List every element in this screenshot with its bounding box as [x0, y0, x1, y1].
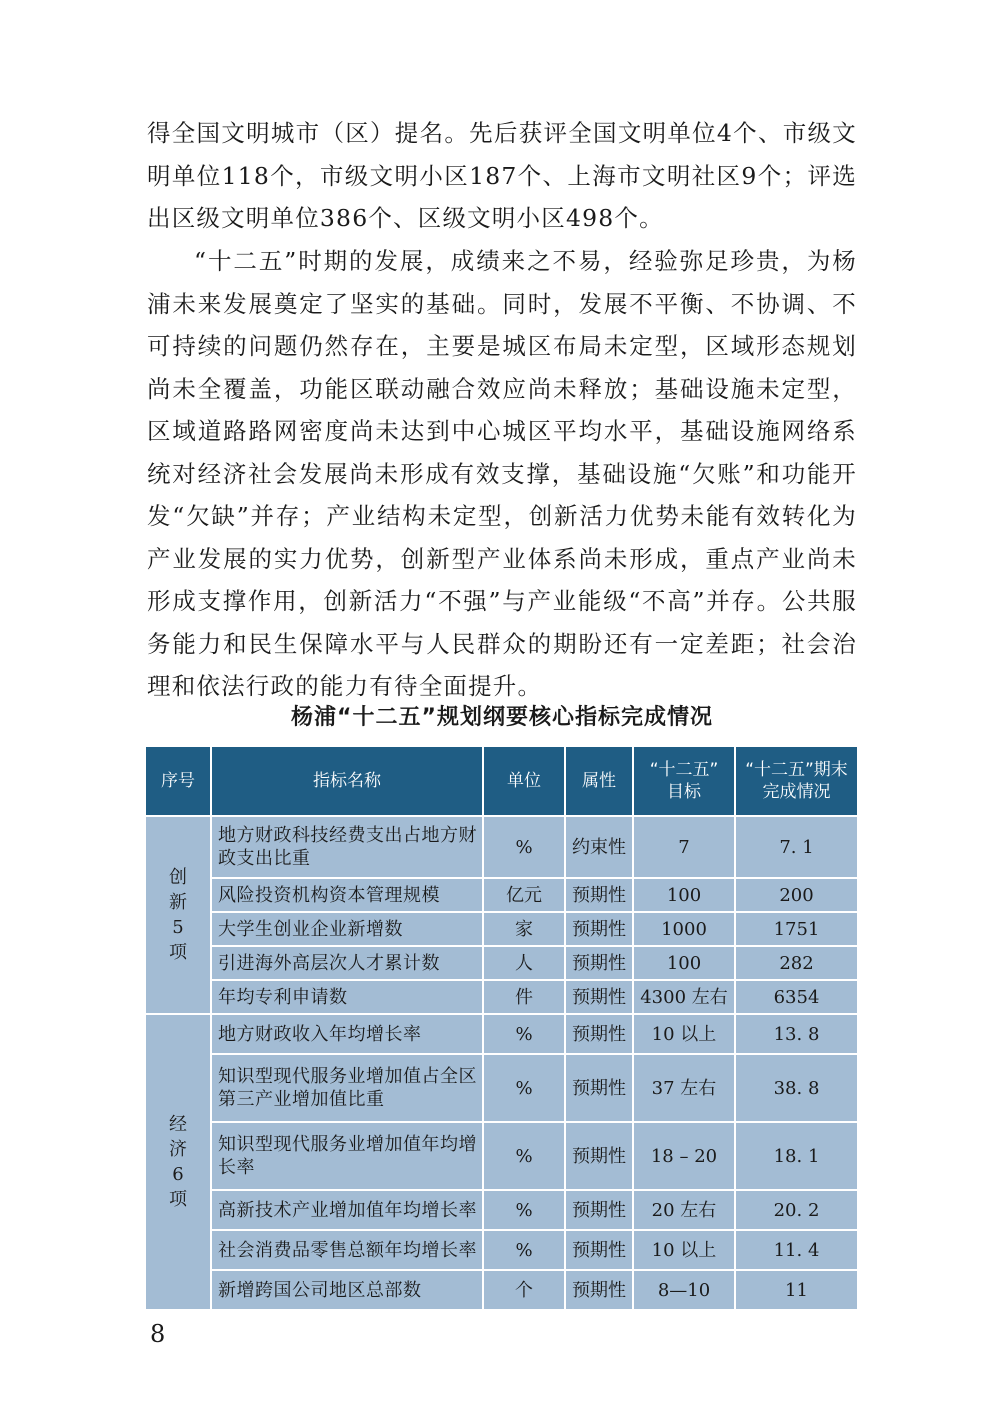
unit-cell: 件	[483, 980, 565, 1014]
target-cell: 10 以上	[633, 1014, 735, 1054]
indicator-name-cell: 年均专利申请数	[211, 980, 483, 1014]
attribute-cell: 预期性	[565, 878, 633, 912]
indicator-name-cell: 引进海外高层次人才累计数	[211, 946, 483, 980]
target-cell: 100	[633, 946, 735, 980]
unit-cell: 个	[483, 1270, 565, 1310]
result-cell: 11	[735, 1270, 858, 1310]
group-label	[145, 816, 211, 1014]
target-cell: 20 左右	[633, 1190, 735, 1230]
result-cell: 200	[735, 878, 858, 912]
indicator-name-cell: 地方财政收入年均增长率	[211, 1014, 483, 1054]
unit-cell: %	[483, 1190, 565, 1230]
body-paragraph-1: 得全国文明城市（区）提名。先后获评全国文明单位4个、市级文明单位118个，市级文明小区187个、上海市文明社区9个；评选出区级文明单位386个、区级文明小区498个。	[147, 119, 857, 232]
unit-cell: %	[483, 1054, 565, 1122]
header-name: 指标名称	[211, 746, 483, 816]
header-attr: 属性	[565, 746, 633, 816]
header-target-line1: “十二五”	[649, 760, 719, 780]
table-title: 杨浦“十二五”规划纲要核心指标完成情况	[291, 705, 713, 730]
body-paragraph-2: “十二五”时期的发展，成绩来之不易，经验弥足珍贵，为杨浦未来发展奠定了坚实的基础。同时，发展不平衡、不协调、不可持续的问题仍然存在，主要是城区布局未定型，区域形态规划尚未全覆盖，功能区联动融合效应尚未释放；基础设施未定型，区域道路路网密度尚未达到中心城区平均水平，基础设施网络系统对经济社会发展尚未形成有效支撑，基础设施“欠账”和功能开发“欠缺”并存；产业结构未定型，创新活力优势未能有效转化为产业发展的实力优势，创新型产业体系尚未形成，重点产业尚未形成支撑作用，创新活力“不强”与产业能级“不高”并存。公共服务能力和民生保障水平与人民群众的期盼还有一定差距；社会治理和依法行政的能力有待全面提升。	[147, 247, 857, 700]
attribute-cell: 约束性	[565, 816, 633, 878]
indicator-name-cell: 社会消费品零售总额年均增长率	[211, 1230, 483, 1270]
header-result-line1: “十二五”期末	[745, 760, 848, 780]
target-cell: 10 以上	[633, 1230, 735, 1270]
core-indicator-table	[144, 745, 859, 1311]
target-cell: 7	[633, 816, 735, 878]
unit-cell: %	[483, 1122, 565, 1190]
result-cell: 20. 2	[735, 1190, 858, 1230]
target-cell: 1000	[633, 912, 735, 946]
unit-cell: %	[483, 816, 565, 878]
attribute-cell: 预期性	[565, 1014, 633, 1054]
group-label-char: 项	[169, 1189, 187, 1210]
table-row	[145, 912, 858, 946]
target-cell: 100	[633, 878, 735, 912]
table-row	[145, 1054, 858, 1122]
result-cell: 7. 1	[735, 816, 858, 878]
header-result-line2: 完成情况	[762, 782, 831, 802]
attribute-cell: 预期性	[565, 946, 633, 980]
attribute-cell: 预期性	[565, 1270, 633, 1310]
table-row	[145, 1270, 858, 1310]
target-cell: 4300 左右	[633, 980, 735, 1014]
target-cell: 18 – 20	[633, 1122, 735, 1190]
table-row	[145, 1190, 858, 1230]
indicator-name-cell: 新增跨国公司地区总部数	[211, 1270, 483, 1310]
attribute-cell: 预期性	[565, 1054, 633, 1122]
group-label-char: 济	[169, 1139, 187, 1160]
group-label-char: 6	[172, 1164, 184, 1185]
indicator-name-cell: 风险投资机构资本管理规模	[211, 878, 483, 912]
table-row	[145, 1122, 858, 1190]
group-label-char: 经	[169, 1114, 187, 1135]
indicator-name-cell: 地方财政科技经费支出占地方财政支出比重	[211, 816, 483, 878]
header-target-line2: 目标	[667, 782, 701, 802]
result-cell: 11. 4	[735, 1230, 858, 1270]
group-label	[145, 1014, 211, 1310]
unit-cell: %	[483, 1230, 565, 1270]
attribute-cell: 预期性	[565, 912, 633, 946]
table-row	[145, 1014, 858, 1054]
table-row	[145, 980, 858, 1014]
page-number: 8	[150, 1320, 166, 1348]
table-row	[145, 816, 858, 878]
header-result	[735, 746, 858, 816]
table-header-row	[145, 746, 858, 816]
indicator-name-cell: 知识型现代服务业增加值年均增长率	[211, 1122, 483, 1190]
attribute-cell: 预期性	[565, 1230, 633, 1270]
indicator-name-cell: 知识型现代服务业增加值占全区第三产业增加值比重	[211, 1054, 483, 1122]
indicator-name-cell: 高新技术产业增加值年均增长率	[211, 1190, 483, 1230]
result-cell: 38. 8	[735, 1054, 858, 1122]
indicator-name-cell: 大学生创业企业新增数	[211, 912, 483, 946]
attribute-cell: 预期性	[565, 1190, 633, 1230]
result-cell: 1751	[735, 912, 858, 946]
unit-cell: 亿元	[483, 878, 565, 912]
header-unit: 单位	[483, 746, 565, 816]
group-label-char: 创	[169, 867, 187, 888]
group-label-char: 新	[169, 892, 187, 913]
table-row	[145, 878, 858, 912]
result-cell: 18. 1	[735, 1122, 858, 1190]
target-cell: 8—10	[633, 1270, 735, 1310]
header-target	[633, 746, 735, 816]
unit-cell: 家	[483, 912, 565, 946]
table-row	[145, 946, 858, 980]
table-row	[145, 1230, 858, 1270]
attribute-cell: 预期性	[565, 980, 633, 1014]
target-cell: 37 左右	[633, 1054, 735, 1122]
result-cell: 282	[735, 946, 858, 980]
unit-cell: %	[483, 1014, 565, 1054]
table-body	[145, 816, 858, 1310]
result-cell: 13. 8	[735, 1014, 858, 1054]
group-label-char: 5	[172, 917, 184, 938]
header-seq: 序号	[145, 746, 211, 816]
result-cell: 6354	[735, 980, 858, 1014]
unit-cell: 人	[483, 946, 565, 980]
group-label-char: 项	[169, 942, 187, 963]
attribute-cell: 预期性	[565, 1122, 633, 1190]
